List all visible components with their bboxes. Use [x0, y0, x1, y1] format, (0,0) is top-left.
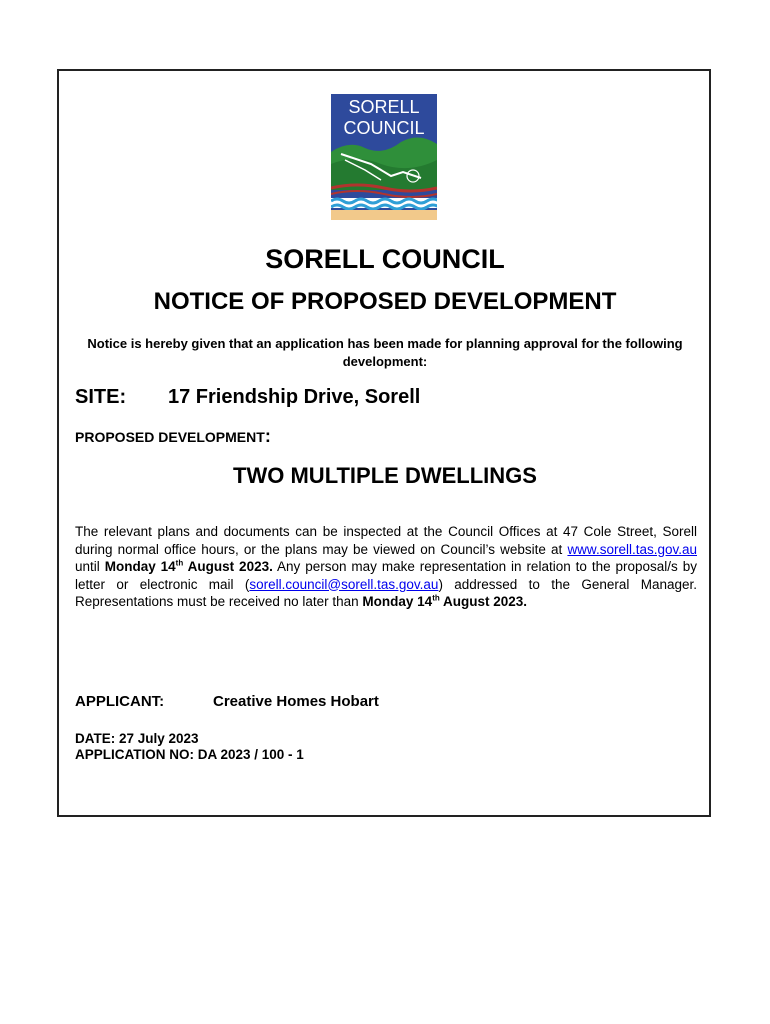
site-label: SITE: — [75, 386, 127, 408]
logo-text-council: COUNCIL — [343, 118, 425, 138]
deadline-2: Monday 14th August 2023. — [362, 593, 528, 609]
applicant-name: Creative Homes Hobart — [213, 693, 379, 710]
site-line — [75, 386, 420, 409]
proposed-development-label — [75, 426, 271, 447]
applicant-line — [75, 693, 379, 710]
logo-text-sorell: SORELL — [348, 97, 420, 117]
sorell-council-logo — [331, 94, 437, 220]
body-part-3: ) addressed to the General Manager. Representations must be received no later than — [75, 576, 697, 609]
notice-date: DATE: 27 July 2023 — [75, 731, 199, 746]
development-description: TWO MULTIPLE DWELLINGS — [233, 463, 537, 488]
website-link[interactable]: www.sorell.tas.gov.au — [567, 541, 697, 557]
page-title: SORELL COUNCIL — [265, 244, 505, 274]
body-until: until — [75, 559, 105, 574]
intro-text: Notice is hereby given that an application has been made for planning approval for the following development: — [87, 336, 683, 369]
deadline-1: Monday 14th August 2023. — [104, 558, 273, 574]
site-address: 17 Friendship Drive, Sorell — [168, 386, 421, 408]
inspection-paragraph — [75, 523, 697, 611]
applicant-label: APPLICANT: — [75, 693, 165, 710]
body-part-1: The relevant plans and documents can be inspected at the Council Offices at 47 Cole Street, Sorell during normal office hours, or the plans may be viewed on Council’s website at — [75, 524, 697, 557]
body-part-2: Any person may make representation in relation to the proposal/s by letter or electronic mail ( — [75, 559, 697, 592]
notice-heading: NOTICE OF PROPOSED DEVELOPMENT — [153, 288, 617, 315]
proposed-label-colon: : — [264, 426, 271, 446]
proposed-label-text: PROPOSED DEVELOPMENT — [75, 429, 265, 445]
email-link[interactable]: sorell.council@sorell.tas.gov.au — [249, 576, 439, 592]
application-number: APPLICATION NO: DA 2023 / 100 - 1 — [75, 747, 304, 762]
